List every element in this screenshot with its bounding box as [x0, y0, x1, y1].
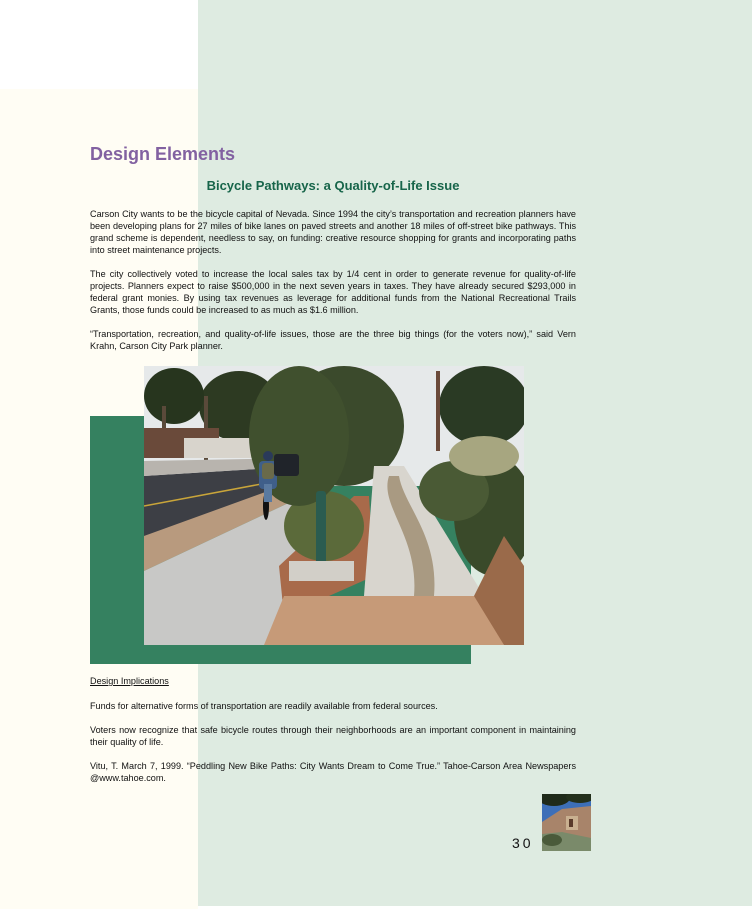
section-title: Design Elements: [90, 144, 236, 164]
implication-item: Funds for alternative forms of transportation are readily available from federal sources.: [90, 701, 438, 711]
paragraph-funding: The city collectively voted to increase the local sales tax by 1/4 cent in order to generate revenue for quality-of-life projects. Planners expect to raise $500,000 in the next seven years in taxes. They have already secured $293,000 in federal grant monies. By using tax revenues as leverage for additional funds from the National Recreational Trails Grants, those funds could be increased to as much as $1.6 million.: [90, 269, 576, 315]
implication-item: Voters now recognize that safe bicycle routes through their neighborhoods are an important component in maintaining their quality of life.: [90, 725, 576, 747]
bike-path-photo: [144, 366, 524, 645]
design-implications-heading: Design Implications: [90, 676, 169, 686]
cliff-dwelling-thumbnail: [542, 794, 591, 851]
paragraph-quote: “Transportation, recreation, and quality-of-life issues, those are the three big things (for the voters now),” said Vern Krahn, Carson City Park planner.: [90, 329, 576, 351]
article-title: Bicycle Pathways: a Quality-of-Life Issue: [206, 178, 460, 193]
paragraph-intro: Carson City wants to be the bicycle capital of Nevada. Since 1994 the city’s transportation and recreation planners have been developing plans for 27 miles of bike lanes on paved streets and another 18 miles of off-street bike pathways. This grand scheme is dependent, needless to say, on funding: creative resource shopping for grants and incorporating paths into street maintenance projects.: [90, 209, 576, 255]
page-number: 30: [512, 835, 534, 851]
citation: Vitu, T. March 7, 1999. “Peddling New Bike Paths: City Wants Dream to Come True.” Tahoe-Carson Area Newspapers @www.tahoe.com.: [90, 761, 576, 783]
